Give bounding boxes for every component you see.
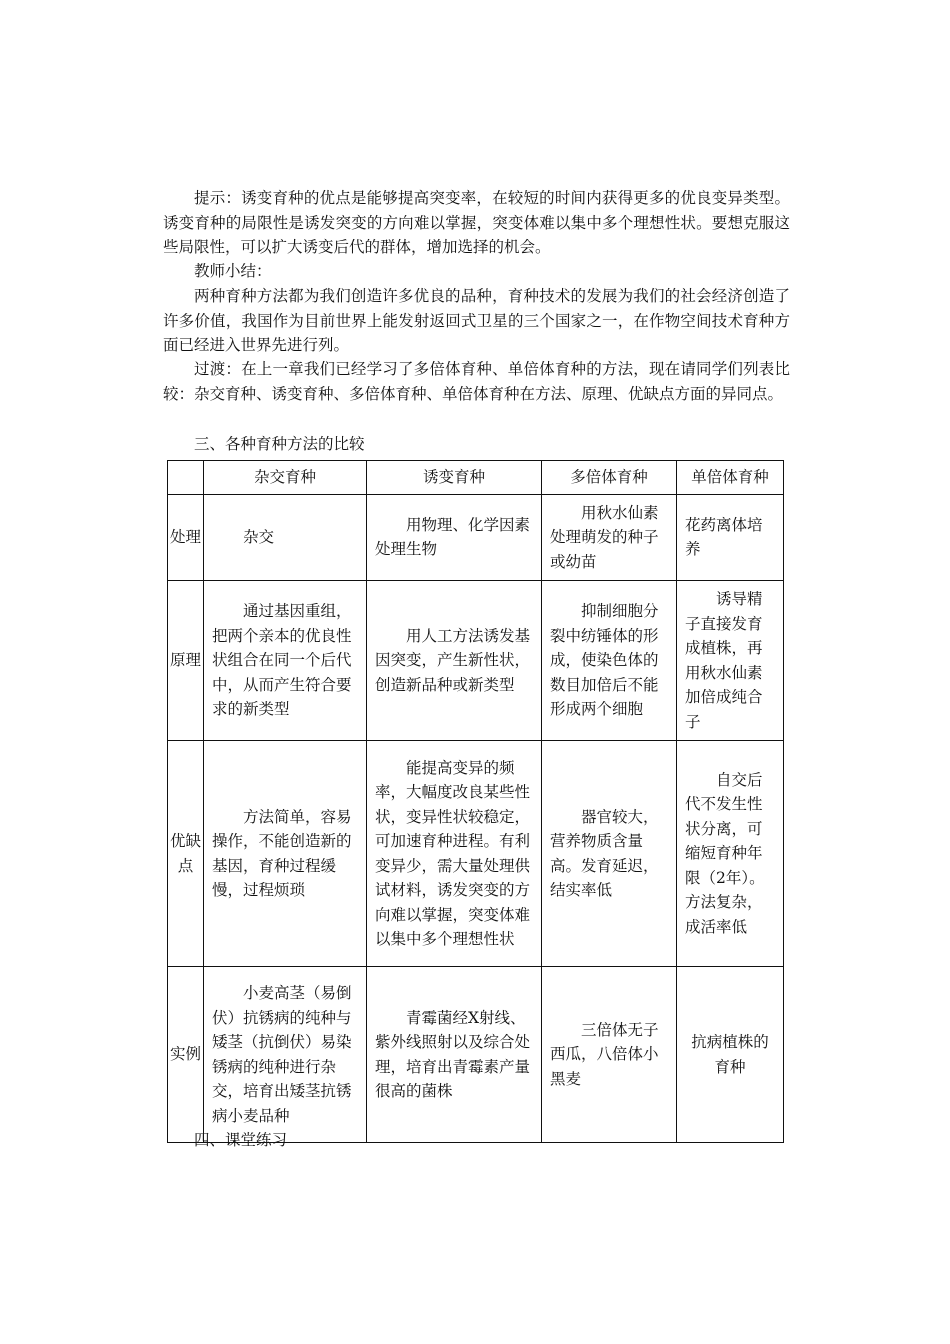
table-corner-cell	[168, 461, 204, 495]
table-cell: 方法简单，容易操作，不能创造新的基因，育种过程缓慢，过程烦琐	[204, 741, 367, 967]
table-cell: 用物理、化学因素处理生物	[367, 494, 542, 581]
table-header-row	[168, 461, 784, 495]
table-cell: 三倍体无子西瓜，八倍体小黑麦	[542, 967, 677, 1143]
table-cell: 诱导精子直接发育成植株，再用秋水仙素加倍成纯合子	[677, 581, 784, 741]
table-row	[168, 494, 784, 581]
summary-paragraph: 两种育种方法都为我们创造许多优良的品种，育种技术的发展为我们的社会经济创造了许多价值，我国作为目前世界上能发射返回式卫星的三个国家之一，在作物空间技术育种方面已经进入世界先进行列。	[163, 287, 790, 354]
table-cell: 花药离体培养	[677, 494, 784, 581]
row-label-principle: 原理	[168, 581, 204, 741]
table-cell: 自交后代不发生性状分离，可缩短育种年限（2年）。方法复杂，成活率低	[677, 741, 784, 967]
header-polyploid: 多倍体育种	[542, 461, 677, 495]
header-mutation: 诱变育种	[367, 461, 542, 495]
header-hybrid: 杂交育种	[204, 461, 367, 495]
hint-paragraph: 提示：诱变育种的优点是能够提高突变率，在较短的时间内获得更多的优良变异类型。诱变育种的局限性是诱发突变的方向难以掌握，突变体难以集中多个理想性状。要想克服这些局限性，可以扩大诱变后代的群体，增加选择的机会。	[163, 189, 790, 256]
row-label-treatment: 处理	[168, 494, 204, 581]
table-row	[168, 581, 784, 741]
table-cell: 青霉菌经X射线、紫外线照射以及综合处理，培育出青霉素产量很高的菌株	[367, 967, 542, 1143]
table-cell: 通过基因重组，把两个亲本的优良性状组合在同一个后代中，从而产生符合要求的新类型	[204, 581, 367, 741]
table-cell: 抗病植株的育种	[677, 967, 784, 1143]
breeding-comparison-table	[167, 460, 784, 1143]
section4-title: 四、课堂练习	[194, 1131, 288, 1149]
summary-label: 教师小结：	[194, 262, 272, 280]
header-haploid: 单倍体育种	[677, 461, 784, 495]
table-row	[168, 741, 784, 967]
table-cell: 抑制细胞分裂中纺锤体的形成，使染色体的数目加倍后不能形成两个细胞	[542, 581, 677, 741]
table-cell: 杂交	[204, 494, 367, 581]
transition-paragraph: 过渡：在上一章我们已经学习了多倍体育种、单倍体育种的方法，现在请同学们列表比较：杂交育种、诱变育种、多倍体育种、单倍体育种在方法、原理、优缺点方面的异同点。	[163, 360, 790, 403]
table-cell: 用秋水仙素处理萌发的种子或幼苗	[542, 494, 677, 581]
table-cell: 用人工方法诱发基因突变，产生新性状，创造新品种或新类型	[367, 581, 542, 741]
row-label-example: 实例	[168, 967, 204, 1143]
table-cell: 小麦高茎（易倒伏）抗锈病的纯种与矮茎（抗倒伏）易染锈病的纯种进行杂交，培育出矮茎抗锈病小麦品种	[204, 967, 367, 1143]
row-label-pros-cons: 优缺点	[168, 741, 204, 967]
table-cell: 能提高变异的频率，大幅度改良某些性状，变异性状较稳定，可加速育种进程。有利变异少，需大量处理供试材料，诱发突变的方向难以掌握，突变体难以集中多个理想性状	[367, 741, 542, 967]
table-cell: 器官较大，营养物质含量高。发育延迟，结实率低	[542, 741, 677, 967]
section3-title: 三、各种育种方法的比较	[194, 435, 365, 453]
table-row	[168, 967, 784, 1143]
